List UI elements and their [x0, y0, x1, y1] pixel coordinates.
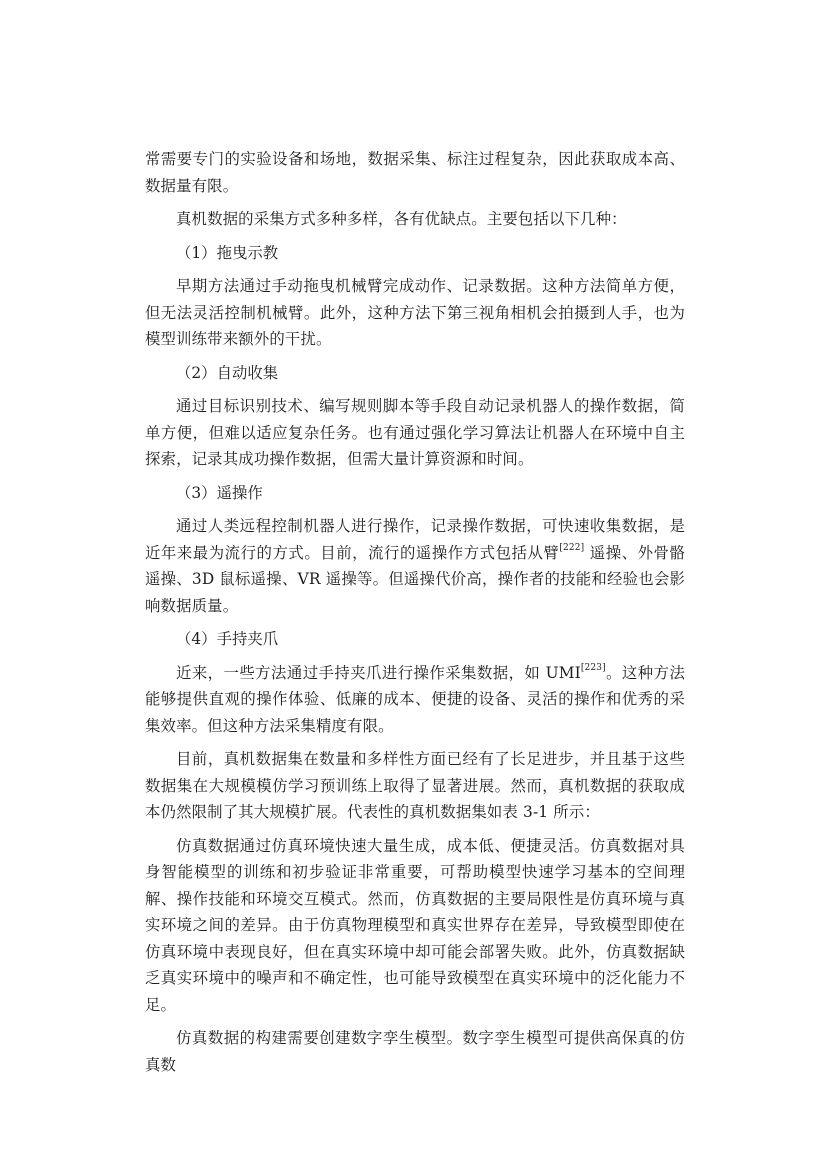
- subheading-teleoperation: （3）遥操作: [176, 483, 263, 502]
- paragraph-drag-teaching: 早期方法通过手动拖曳机械臂完成动作、记录数据。这种方法简单方便，但无法灵活控制机械臂。此外，这种方法下第三视角相机会拍摄到人手，也为模型训练带来额外的干扰。: [145, 277, 685, 348]
- gripper-text-b: 。这种方法能够提供直观的操作体验、低廉的成本、便捷的设备、灵活的操作和优秀的采集效率。但这种方法采集精度有限。: [145, 663, 685, 735]
- subheading-drag-teaching: （1）拖曳示教: [176, 243, 279, 262]
- paragraph-handheld-gripper: [145, 660, 685, 740]
- subheading-auto-collection: （2）自动收集: [176, 363, 279, 382]
- teleop-text-b: 遥操、外骨骼遥操、3D 鼠标遥操、VR 遥操等。但遥操代价高，操作者的技能和经验也会影响数据质量。: [145, 543, 685, 615]
- paragraph-auto-collection: 通过目标识别技术、编写规则脚本等手段自动记录机器人的操作数据，简单方便，但难以适应复杂任务。也有通过强化学习算法让机器人在环境中自主探索，记录其成功操作数据，但需大量计算资源和时间。: [145, 397, 685, 468]
- paragraph-simulation-data: 仿真数据通过仿真环境快速大量生成，成本低、便捷灵活。仿真数据对具身智能模型的训练和初步验证非常重要，可帮助模型快速学习基本的空间理解、操作技能和环境交互模式。然而，仿真数据的主要局限性是仿真环境与真实环境之间的差异。由于仿真物理模型和真实世界存在差异，导致模型即使在仿真环境中表现良好，但在真实环境中却可能会部署失败。此外，仿真数据缺乏真实环境中的噪声和不确定性，也可能导致模型在真实环境中的泛化能力不足。: [145, 836, 685, 1014]
- teleop-text-a: 通过人类远程控制机器人进行操作，记录操作数据，可快速收集数据，是近年来最为流行的方式。目前，流行的遥操作方式包括从臂: [145, 517, 685, 562]
- paragraph-real-datasets: 目前，真机数据集在数量和多样性方面已经有了长足进步，并且基于这些数据集在大规模模仿学习预训练上取得了显著进展。然而，真机数据的获取成本仍然限制了其大规模扩展。代表性的真机数据集如表 3-1 所示：: [145, 750, 685, 821]
- gripper-text-a: 近来，一些方法通过手持夹爪进行操作采集数据，如 UMI: [176, 663, 581, 682]
- paragraph-continuation: 常需要专门的实验设备和场地，数据采集、标注过程复杂，因此获取成本高、数据量有限。: [145, 150, 685, 195]
- citation-223: [223]: [580, 663, 606, 674]
- citation-222: [222]: [559, 543, 585, 554]
- paragraph-collection-methods-intro: 真机数据的采集方式多种多样，各有优缺点。主要包括以下几种：: [176, 210, 627, 228]
- paragraph-digital-twin: 仿真数据的构建需要创建数字孪生模型。数字孪生模型可提供高保真的仿真数: [145, 1029, 685, 1074]
- subheading-handheld-gripper: （4）手持夹爪: [176, 630, 279, 648]
- paragraph-teleoperation: [145, 513, 685, 619]
- document-page: [145, 146, 685, 1078]
